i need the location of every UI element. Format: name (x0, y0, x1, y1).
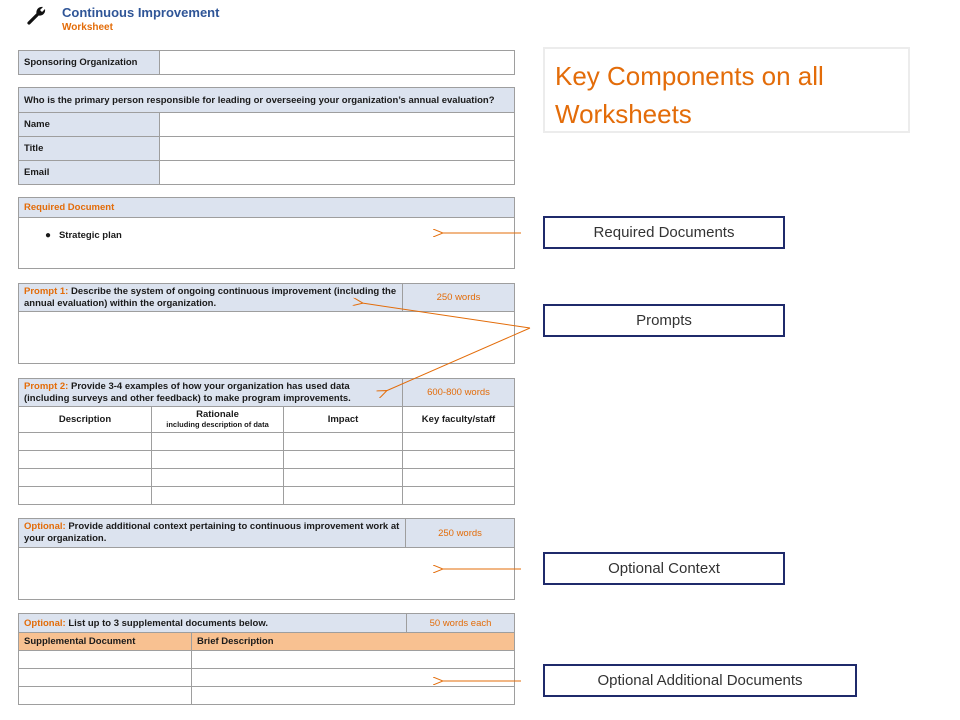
col-rationale-title: Rationale (196, 408, 239, 420)
callout-required-documents: Required Documents (543, 216, 785, 249)
col-description: Description (19, 407, 152, 433)
name-label: Name (19, 113, 160, 137)
prompt2-label: Prompt 2: (24, 380, 69, 392)
prompt2-text: Provide 3-4 examples of how your organization has used data (including surveys and other feedback) to make program improvements. (24, 380, 351, 404)
arrow-prompt1 (362, 303, 530, 328)
title-label: Title (19, 137, 160, 161)
prompt2-word-count: 600-800 words (403, 379, 515, 407)
col-rationale-sub: including description of data (166, 419, 269, 429)
supplemental-docs-text: List up to 3 supplemental documents below. (65, 617, 269, 629)
email-label: Email (19, 161, 160, 185)
arrow-prompt2 (386, 328, 530, 391)
optional-context-word-count: 250 words (406, 519, 515, 548)
col-impact: Impact (284, 407, 403, 433)
prompt1-label: Prompt 1: (24, 285, 69, 297)
prompt1-word-count: 250 words (403, 284, 515, 312)
required-document-body: ● Strategic plan (19, 218, 515, 269)
callout-optional-documents: Optional Additional Documents (543, 664, 857, 697)
supplemental-docs-label: Optional: (24, 617, 66, 629)
callout-prompts: Prompts (543, 304, 785, 337)
required-document-header: Required Document (19, 198, 515, 218)
col-supplemental-document: Supplemental Document (19, 633, 192, 651)
primary-person-question: Who is the primary person responsible for leading or overseeing your organization’s annual evaluation? (19, 88, 515, 113)
sponsoring-org-label: Sponsoring Organization (19, 51, 160, 75)
worksheet-title: Continuous Improvement (62, 5, 220, 20)
worksheet-subtitle: Worksheet (62, 22, 113, 33)
supplemental-docs-word-count: 50 words each (407, 614, 515, 633)
required-document-item: Strategic plan (58, 230, 122, 241)
optional-context-text: Provide additional context pertaining to continuous improvement work at your organization. (24, 521, 400, 544)
key-components-title: Key Components on all Worksheets (543, 47, 910, 133)
optional-context-label: Optional: (24, 521, 66, 532)
prompt1-text: Describe the system of ongoing continuous improvement (including the annual evaluation) within the organization. (24, 285, 397, 309)
col-brief-description: Brief Description (192, 633, 515, 651)
col-key-staff: Key faculty/staff (403, 407, 515, 433)
callout-optional-context: Optional Context (543, 552, 785, 585)
